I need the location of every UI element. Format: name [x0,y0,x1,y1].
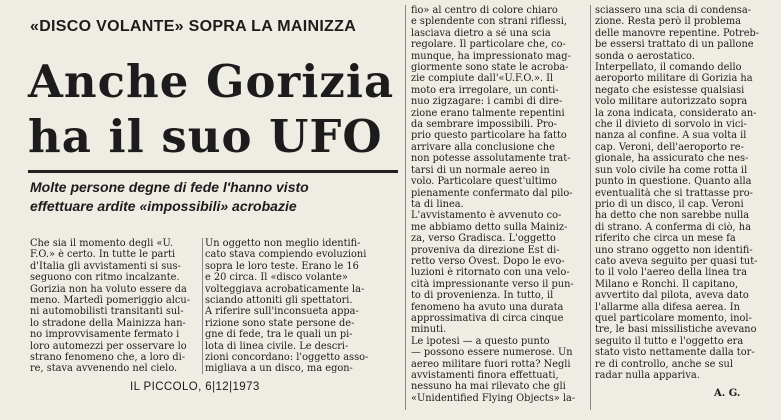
article-text-line: zioni concordano: l'oggetto asso- [205,352,369,364]
article-text-line: rizione sono state persone de- [205,317,355,329]
article-text-line: arrivare alla conclusione che [411,141,555,153]
article-text-line: — possono essere numerose. Un [411,347,573,359]
article-text-line: sciando attoniti gli spettatori. [205,295,353,307]
article-text-line: fio» al centro di colore chiaro [411,5,558,16]
article-text-line: lota di linea civile. Le descri- [205,340,349,352]
article-text-line: non potesse assolutamente trat- [411,153,571,165]
article-text-line: cità impressionante verso il pun- [411,278,574,290]
article-text-line: to di provenienza. In tutto, il [411,290,554,302]
article-text-line: cato aveva seguito per quasi tut- [595,255,758,267]
article-text-line: luzioni è ritornato con una velo- [411,267,570,279]
headline-rule [28,170,398,173]
article-text-line: eventualità che si trattasse pro- [595,187,753,199]
article-text-line: aeroporto militare di Gorizia ha [595,73,753,85]
article-text-line: sopra le loro teste. Erano le 16 [205,260,359,272]
article-text-line: Gorizia non ha voluto essere da [30,283,187,295]
newspaper-source: IL PICCOLO, 6|12|1973 [130,381,260,393]
article-text-line: da sembrare impossibili. Pro- [411,119,557,131]
article-text-line: l'allarme alla difesa aerea. In [595,301,740,313]
article-text-line: riferito che circa un mese fa [595,233,736,245]
column-divider [405,5,406,410]
article-text-line: me abbiamo detto sulla Mainiz- [411,221,568,233]
article-text-line: re di controllo, anche se sul [595,358,733,370]
article-text-line: re, stava avvenendo nel cielo. [30,363,178,375]
article-text-line: zione erano talmente repentini [411,107,565,119]
article-text-line: F.O.» è certo. In tutte le parti [30,249,176,261]
article-text-line: seguono con ritmo incalzante. [30,272,180,284]
article-text-line: volo. Particolare quest'ultimo [411,176,557,188]
article-text-line: «Unidentified Flying Objects» la- [411,392,576,404]
article-text-line: gne di fede, tra le quali un pi- [205,329,353,341]
article-text-line: avvertito dal pilota, aveva dato [595,290,749,302]
article-text-line: za, verso Gradisca. L'oggetto [411,233,556,245]
article-text-line: ha detto che non sarebbe nulla [595,210,750,222]
article-text-line: di strano. A conferma di ciò, ha [595,221,751,233]
article-text-line: giormente sono state le acroba- [411,62,569,74]
article-text-line: lasciava dietro a sé una scia [411,27,551,39]
headline-line: ha il suo UFO [28,110,383,163]
article-text-line: Interpellato, il comando dello [595,62,742,74]
article-text-line: d'Italia gli avvistamenti si sus- [30,260,181,272]
article-text-line: prio di un disco, il cap. Veroni [595,198,744,210]
article-text-line: retto verso Ovest. Dopo le evo- [411,255,565,267]
article-text-line: cap. Veroni, dell'aeroporto re- [595,141,744,153]
article-text-line: meno. Martedì pomeriggio alcu- [30,295,191,307]
article-text-line: loro automezzi per osservare lo [30,340,187,352]
article-column-4 [595,5,771,381]
article-column-1 [30,238,200,375]
article-text-line: tarsi di un normale aereo in [411,164,550,176]
article-text-line: volo militare autorizzato sopra [595,96,748,108]
article-text-line: strano fenomeno che, a loro di- [30,352,186,364]
article-text-line: sonda o aerostatico. [595,50,695,62]
article-text-line: nessuno ha mai rilevato che gli [411,381,566,393]
column-divider [590,5,591,410]
article-text-line: uno strano oggetto non identifi- [595,244,753,256]
article-text-line: proveniva da direzione Est di- [411,244,560,256]
article-text-line: ta di linea. [411,198,464,210]
article-text-line: Le ipotesi — a questo punto [411,335,550,347]
headline [28,54,398,164]
article-text-line: Un oggetto non meglio identifi- [205,238,361,249]
article-text-line: sun volo civile ha come rotta il [595,164,748,176]
article-text-line: seguito il tutto e l'oggetto era [595,335,744,347]
article-text-line: pienamente confermato dal pilo- [411,187,573,199]
article-text-line: e splendente con strani riflessi, [411,16,567,28]
article-text-line: quel particolare momento, inol- [595,312,752,324]
article-text-line: Che sia il momento degli «U. [30,238,173,249]
article-text-line: zione. Resta però il problema [595,16,741,28]
article-text-line: approssimativa di circa cinque [411,312,564,324]
article-text-line: gionale, ha assicurato che nes- [595,153,749,165]
article-text-line: minuti. [411,324,447,336]
article-text-line: be essersi trattato di un pallone [595,39,754,51]
article-text-line: negato che esistesse qualsiasi [595,84,745,96]
article-text-line: cato stava compiendo evoluzioni [205,249,367,261]
headline-line: Anche Gorizia [28,55,395,108]
article-text-line: che il divieto di sorvolo in vici- [595,119,747,131]
article-text-line: radar nulla appariva. [595,370,700,381]
article-column-3 [411,5,587,404]
article-text-line: L'avvistamento è avvenuto co- [411,210,562,222]
article-text-line: avvistamenti finora effettuati, [411,370,559,381]
article-text-line: nanza al confine. A sua volta il [595,130,747,142]
article-kicker: «DISCO VOLANTE» SOPRA LA MAINIZZA [30,18,357,35]
article-text-line: prio questo particolare ha fatto [411,130,567,142]
article-text-line: no improvvisamente fermato i [30,329,180,341]
article-text-line: Milano e Ronchi. Il capitano, [595,278,739,290]
article-text-line: delle manovre repentine. Potreb- [595,27,760,39]
article-text-line: e 20 circa. Il «disco volante» [205,272,348,284]
article-text-line: migliava a un disco, ma egon- [205,363,353,375]
subheadline-line: Molte persone degne di fede l'hanno visto [30,179,309,195]
article-text-line: sciassero una scia di condensa- [595,5,751,16]
article-text-line: lo stradone della Mainizza han- [30,317,186,329]
article-text-line: aereo militare fuori rotta? Negli [411,358,571,370]
article-text-line: munque, ha impressionato mag- [411,50,571,62]
article-text-line: fenomeno ha avuto una durata [411,301,564,313]
article-text-line: volteggiava acrobaticamente la- [205,283,365,295]
article-text-line: la zona indicata, considerato an- [595,107,757,119]
article-text-line: ni automobilisti transitanti sul- [30,306,184,318]
article-text-line: punto in questione. Quanto alla [595,176,752,188]
article-text-line: A riferire sull'inconsueta appa- [205,306,359,318]
article-text-line: moto era irregolare, un conti- [411,84,559,96]
article-text-line: regolare. Il particolare che, co- [411,39,566,51]
article-text-line: zie compiute dall'«U.F.O.». Il [411,73,554,85]
article-text-line: nuo zigzagare: i cambi di dire- [411,96,563,108]
column-divider [202,238,203,374]
subheadline [30,178,400,216]
subheadline-line: effettuare ardite «impossibili» acrobazie [30,198,297,214]
article-text-line: to il volo l'aereo della linea tra [595,267,747,279]
author-signature: A. G. [714,388,741,399]
article-text-line: stato visto nettamente dalla tor- [595,347,755,359]
article-text-line: tre, le basi missilistiche avevano [595,324,757,336]
article-column-2 [205,238,401,375]
